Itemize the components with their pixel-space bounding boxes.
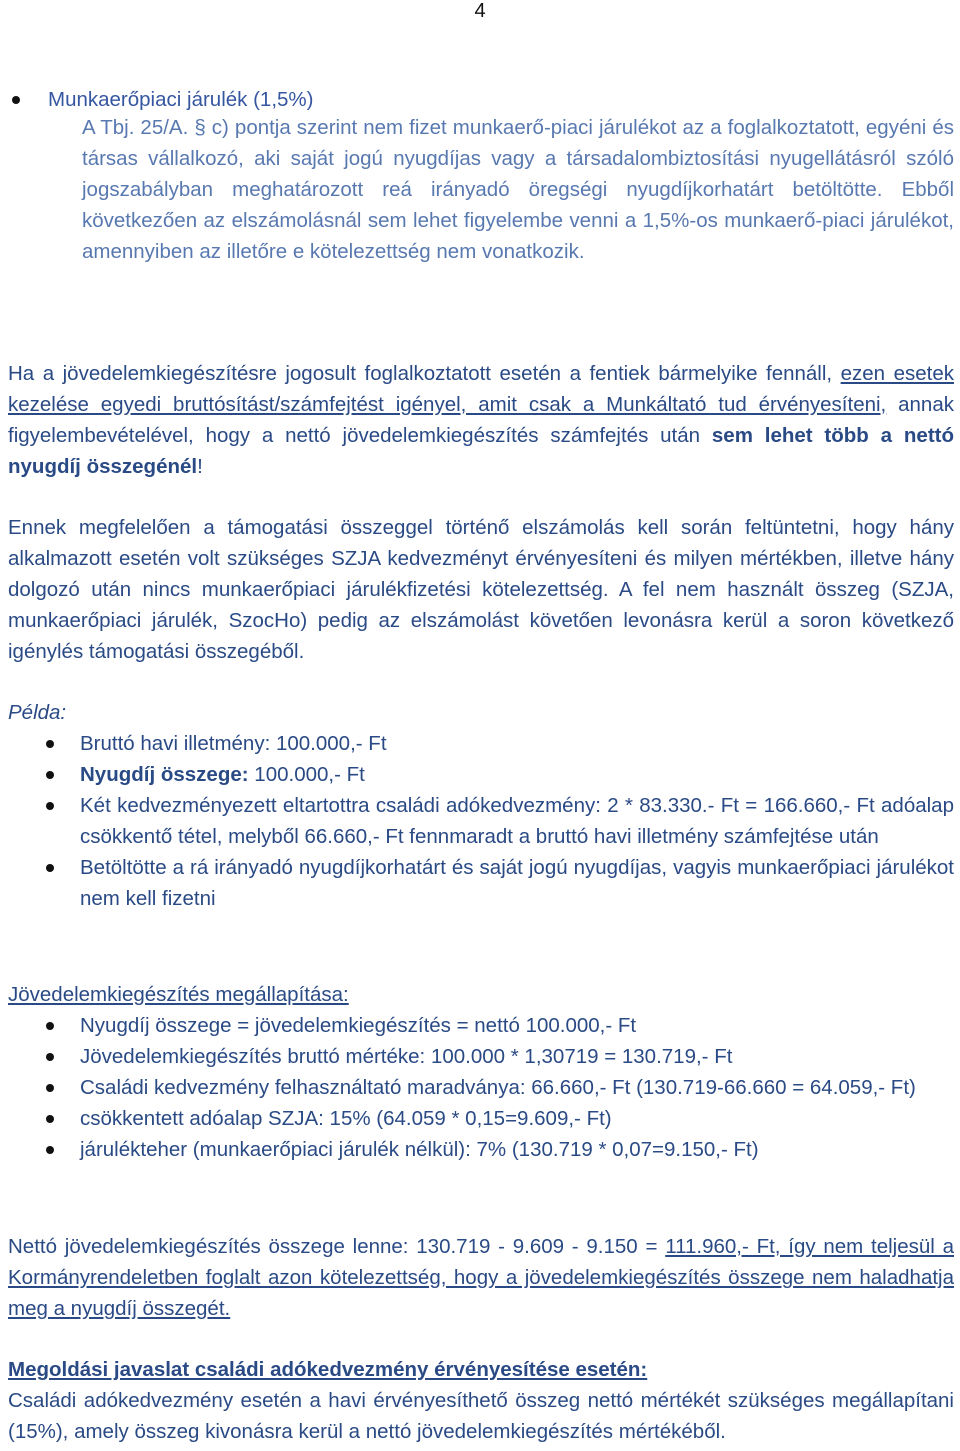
- bullet-dot: [46, 1115, 54, 1123]
- list-item: [8, 1041, 954, 1072]
- bullet-dot: [46, 1053, 54, 1061]
- bullet-dot: [46, 1084, 54, 1092]
- list-item: [8, 852, 954, 914]
- bullet-dot: [46, 1146, 54, 1154]
- item-text: Nyugdíj összege = jövedelemkiegészítés = nettó 100.000,- Ft: [80, 1014, 637, 1037]
- item-text: Jövedelemkiegészítés bruttó mértéke: 100.000 * 1,30719 = 130.719,- Ft: [80, 1045, 733, 1068]
- text-run: Nettó jövedelemkiegészítés összege lenne: 130.719 - 9.609 - 9.150 =: [8, 1235, 666, 1258]
- paragraph-warning: [8, 358, 954, 482]
- item-text: járulékteher (munkaerőpiaci járulék nélkül): 7% (130.719 * 0,07=9.150,- Ft): [80, 1138, 759, 1161]
- section-heading: Munkaerőpiaci járulék (1,5%): [48, 88, 314, 111]
- example-title: Példa:: [8, 701, 67, 724]
- bullet-dot: [46, 802, 54, 810]
- bullet-dot: [46, 864, 54, 872]
- bullet-dot: [12, 96, 20, 104]
- bullet-dot: [46, 1022, 54, 1030]
- item-text: Bruttó havi illetmény: 100.000,- Ft: [80, 732, 387, 755]
- list-item: [8, 790, 954, 852]
- calc-title: Jövedelemkiegészítés megállapítása:: [8, 983, 349, 1006]
- solution-title: Megoldási javaslat családi adókedvezmény érvényesítése esetén:: [8, 1358, 648, 1381]
- section-paragraph: A Tbj. 25/A. § c) pontja szerint nem fizet munkaerő-piaci járulékot az a foglalkoztatott, egyéni és társas vállalkozó, aki saját jogú nyugdíjas vagy a társadalombiztosítási nyugellátásról szóló jogszabályban meghatározott reá irányadó öregségi nyugdíjkorhatárt betöltötte. Ebből következően az elszámolásnál sem lehet figyelembe venni a 1,5%-os munkaerő-piaci járulékot, amennyiben az illetőre e kötelezettség nem vonatkozik.: [82, 116, 954, 263]
- underlined-text: ezen esetek kezelése egyedi bruttósítást/számfejtést igényel, amit csak a Munkáltató tud érvényesíteni,: [8, 362, 954, 416]
- solution-text: Családi adókedvezmény esetén a havi érvényesíthető összeg nettó mértékét szükséges megállapítani (15%), amely összeg kivonásra kerül a nettó jövedelemkiegészítés mértékéből.: [8, 1389, 954, 1443]
- list-item: [8, 1072, 954, 1103]
- item-text: Két kedvezményezett eltartottra családi adókedvezmény: 2 * 83.330.- Ft = 166.660,- Ft adóalap csökkentő tétel, melyből 66.660,- Ft fennmaradt a bruttó havi illetmény számfejtése után: [80, 794, 954, 848]
- list-item: [8, 759, 954, 790]
- item-bold-text: Nyugdíj összege:: [80, 763, 249, 786]
- page-number: 4: [474, 0, 486, 22]
- text-run: Ha a jövedelemkiegészítésre jogosult foglalkoztatott esetén a fentiek bármelyike fennáll,: [8, 362, 841, 385]
- calc-list: [8, 1010, 954, 1165]
- list-item: [8, 728, 954, 759]
- net-paragraph: [8, 1231, 954, 1324]
- bold-text: sem lehet több a nettó nyugdíj összegénél: [8, 424, 954, 478]
- text-run: annak figyelembevételével, hogy a nettó jövedelemkiegészítés számfejtés után: [8, 393, 954, 447]
- example-list: [8, 728, 954, 914]
- item-text: csökkentett adóalap SZJA: 15% (64.059 * 0,15=9.609,- Ft): [80, 1107, 612, 1130]
- item-text: Betöltötte a rá irányadó nyugdíjkorhatárt és saját jogú nyugdíjas, vagyis munkaerőpiaci járulékot nem kell fizetni: [80, 856, 954, 910]
- bullet-dot: [46, 771, 54, 779]
- paragraph-settlement: Ennek megfelelően a támogatási összeggel történő elszámolás kell során feltüntetni, hogy hány alkalmazott esetén volt szükséges SZJA kedvezményt érvényesíteni és milyen mértékben, illetve hány dolgozó után nincs munkaerőpiaci járulékfizetési kötelezettség. A fel nem használt összeg (SZJA, munkaerőpiaci járulék, SzocHo) pedig az elszámolást követően levonásra kerül a soron következő igénylés támogatási összegéből.: [8, 516, 954, 663]
- text-run: !: [197, 455, 203, 478]
- item-text: Családi kedvezmény felhasználtató maradványa: 66.660,- Ft (130.719-66.660 = 64.059,- Ft): [80, 1076, 916, 1099]
- list-item: [8, 1134, 954, 1165]
- item-text: 100.000,- Ft: [248, 763, 365, 786]
- list-item: [8, 1103, 954, 1134]
- underlined-text: 111.960,- Ft, így nem teljesül a Kormányrendeletben foglalt azon kötelezettség, hogy a jövedelemkiegészítés összege nem haladhatja meg a nyugdíj összegét.: [8, 1235, 954, 1320]
- bullet-dot: [46, 740, 54, 748]
- list-item: [8, 1010, 954, 1041]
